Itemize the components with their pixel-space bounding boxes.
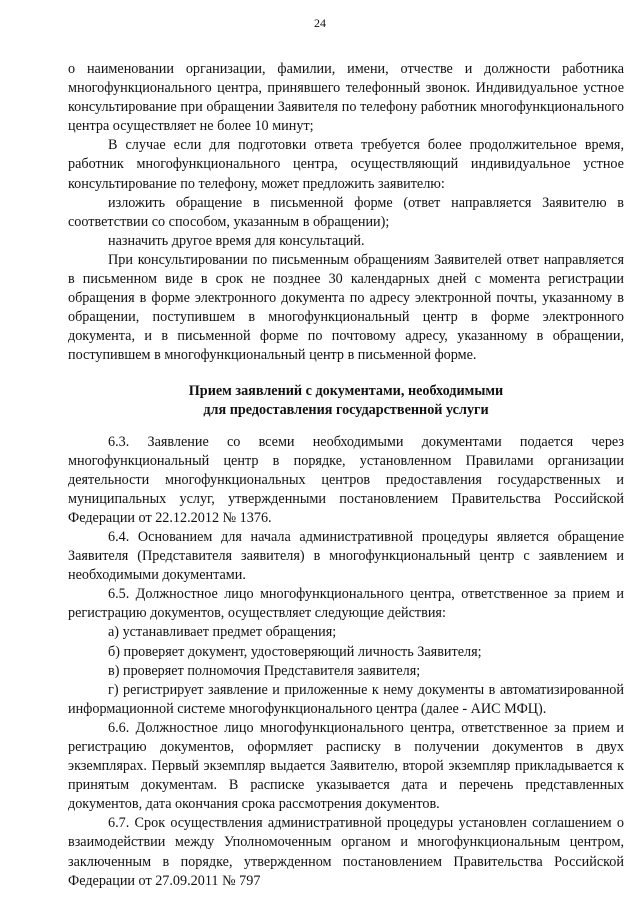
paragraph-6-6: 6.6. Должностное лицо многофункционального центра, ответственное за прием и регистрацию документов, оформляет расписку в получении документов в двух экземплярах. Первый экземпляр выдается Заявителю, второй экземпляр прикладывается к принятым документам. В расписке указывается дата и перечень представленных документов, дата окончания срока рассмотрения документов.: [68, 719, 624, 813]
paragraph-6-5: 6.5. Должностное лицо многофункционального центра, ответственное за прием и регистрацию документов, осуществляет следующие действия:: [68, 586, 624, 622]
list-item: б) проверяет документ, удостоверяющий личность Заявителя;: [108, 643, 482, 660]
list-item: г) регистрирует заявление и приложенные к нему документы в автоматизированной информационной системе многофункционального центра (далее - АИС МФЦ).: [68, 681, 624, 717]
section-heading: [68, 382, 624, 421]
paragraph: изложить обращение в письменной форме (ответ направляется Заявителю в соответствии со способом, указанным в обращении);: [68, 194, 624, 230]
paragraph-6-4: 6.4. Основанием для начала административной процедуры является обращение Заявителя (Представителя заявителя) в многофункциональный центр с заявлением и необходимыми документами.: [68, 528, 624, 584]
paragraph: о наименовании организации, фамилии, имени, отчестве и должности работника многофункционального центра, принявшего телефонный звонок. Индивидуальное устное консультирование при обращении Заявителя по телефону работник многофункционального центра осуществляет не более 10 минут;: [68, 61, 624, 135]
section-heading-line: для предоставления государственной услуги: [203, 402, 489, 418]
page-number: 24: [314, 16, 326, 30]
paragraph: назначить другое время для консультаций.: [108, 232, 365, 249]
document-body: [68, 60, 624, 891]
list-item: а) устанавливает предмет обращения;: [108, 624, 337, 641]
paragraph: В случае если для подготовки ответа требуется более продолжительное время, работник многофункционального центра, осуществляющий индивидуальное устное консультирование по телефону, может предложить заявителю:: [68, 137, 624, 192]
paragraph-6-3: 6.3. Заявление со всеми необходимыми документами подается через многофункциональный центр в порядке, установленном Правилами организации деятельности многофункциональных центров предоставления государственных и муниципальных услуг, утвержденными постановлением Правительства Российской Федерации от 22.12.2012 № 1376.: [68, 433, 624, 526]
list-item: в) проверяет полномочия Представителя заявителя;: [108, 662, 421, 679]
paragraph-6-7: 6.7. Срок осуществления административной процедуры установлен соглашением о взаимодействии между Уполномоченным органом и многофункциональным центром, заключенным в порядке, утвержденном постановлением Правительства Российской Федерации от 27.09.2011 № 797: [68, 815, 624, 889]
section-heading-line: Прием заявлений с документами, необходимыми: [188, 382, 504, 399]
paragraph: При консультировании по письменным обращениям Заявителей ответ направляется в письменном виде в срок не позднее 30 календарных дней с момента регистрации обращения в форме электронного документа по адресу электронной почты, указанному в обращении, поступившем в многофункциональный центр в форме электронного документа, и в письменной форме по почтовому адресу, указанному в обращении, поступившем в многофункциональный центр в письменной форме.: [68, 251, 624, 364]
